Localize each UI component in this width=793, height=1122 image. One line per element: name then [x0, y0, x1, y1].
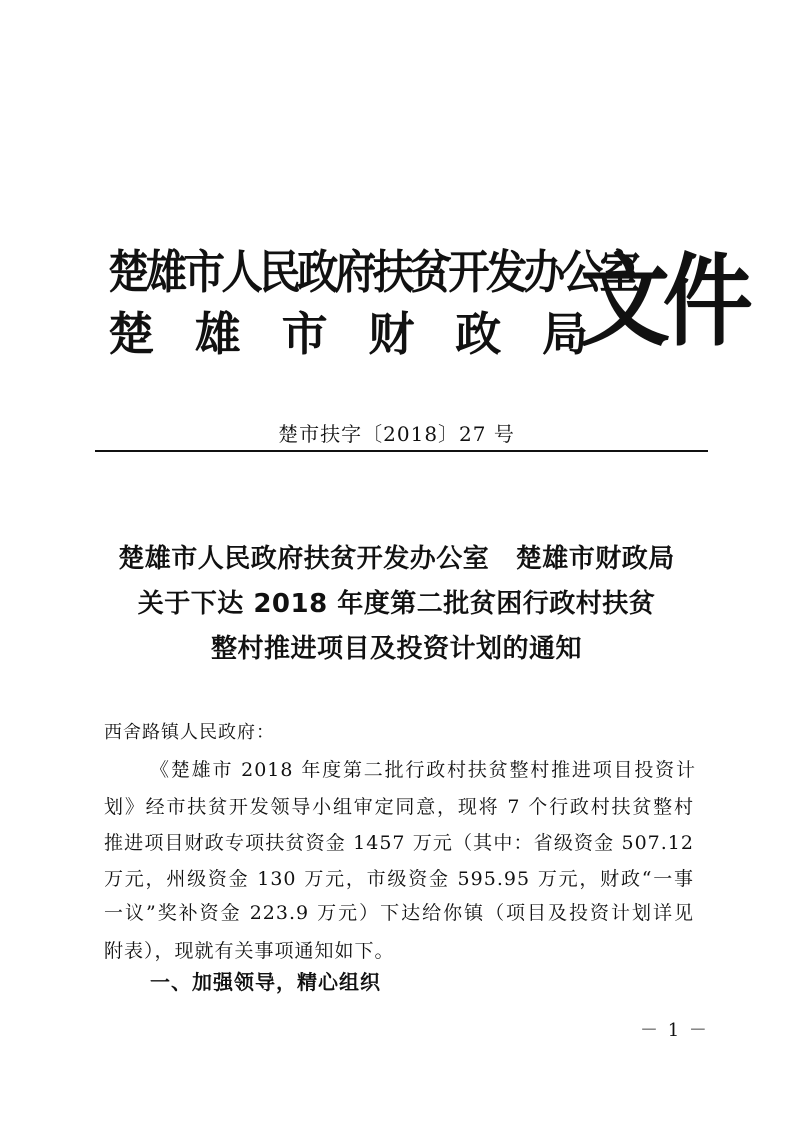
body-text-line: 一议”奖补资金 223.9 万元）下达给你镇（项目及投资计划详见 [104, 902, 694, 924]
page-number: － 1 － [640, 1020, 709, 1041]
body-text-line: 《楚雄市 2018 年度第二批行政村扶贫整村推进项目投资计 [150, 759, 696, 781]
body-text-line: 万元，州级资金 130 万元，市级资金 595.95 万元，财政“一事 [104, 868, 694, 890]
document-number: 楚市扶字〔2018〕27 号 [278, 422, 515, 446]
issuer-name-2 [108, 305, 588, 363]
document-title-line-2: 关于下达 2018 年度第二批贫困行政村扶贫 [137, 589, 656, 619]
issuer-2-char: 雄 [194, 307, 241, 361]
body-text-line: 推进项目财政专项扶贫资金 1457 万元（其中：省级资金 507.12 [104, 832, 694, 854]
document-title-line-3: 整村推进项目及投资计划的通知 [210, 634, 582, 664]
issuer-2-char: 楚 [108, 307, 154, 361]
header-divider [95, 450, 708, 452]
issuer-name-1: 楚雄市人民政府扶贫开发办公室 [108, 245, 638, 299]
section-heading: 一、加强领导，精心组织 [150, 970, 381, 994]
issuer-2-char: 财 [368, 307, 415, 361]
issuer-2-char: 市 [281, 307, 328, 361]
issuer-2-char: 政 [455, 307, 502, 361]
body-text-line: 划》经市扶贫开发领导小组审定同意，现将 7 个行政村扶贫整村 [104, 796, 694, 818]
document-type-label: 文件 [580, 243, 746, 360]
issuer-2-char: 局 [541, 307, 588, 361]
document-title-line-1: 楚雄市人民政府扶贫开发办公室 楚雄市财政局 [118, 544, 675, 574]
body-text-line: 附表），现就有关事项通知如下。 [104, 940, 395, 962]
salutation: 西舍路镇人民政府： [104, 722, 275, 743]
